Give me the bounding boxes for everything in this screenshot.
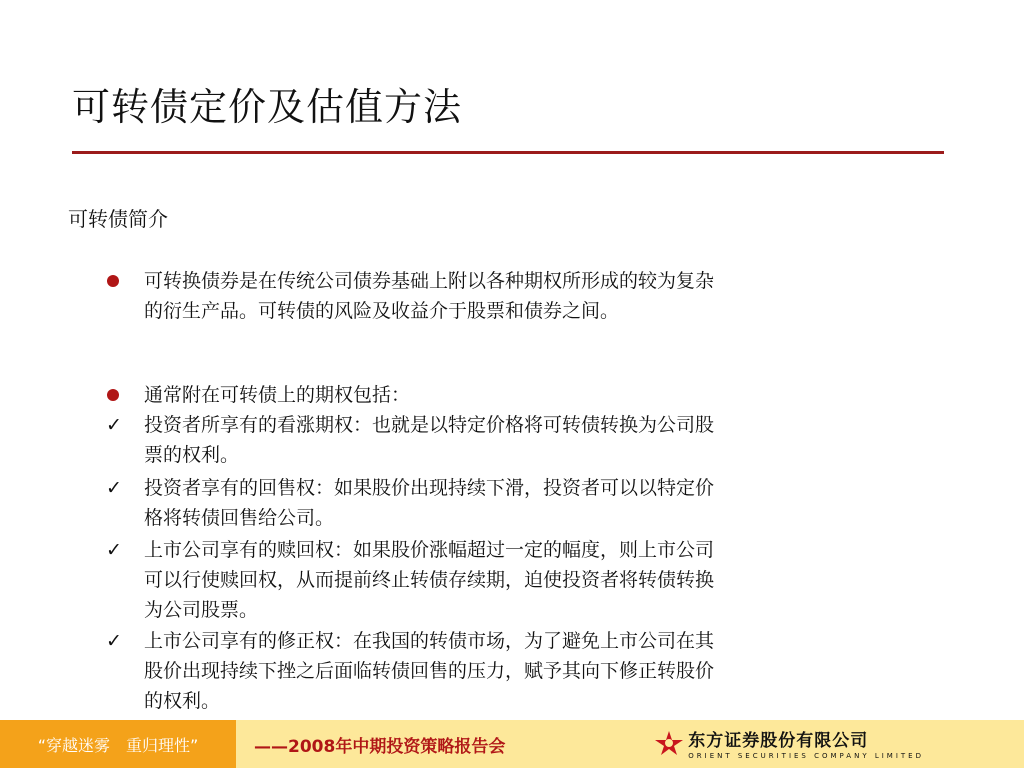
item-text-line: 票的权利。 bbox=[144, 444, 240, 466]
footer-slogan: “穿越迷雾 重归理性” bbox=[0, 720, 236, 768]
checkmark-icon: ✓ bbox=[106, 414, 122, 436]
check-item bbox=[104, 410, 914, 470]
item-text bbox=[144, 535, 914, 625]
company-name-cn: 东方证券股份有限公司 bbox=[688, 731, 869, 751]
page-title: 可转债定价及估值方法 bbox=[72, 85, 463, 129]
item-text bbox=[144, 410, 914, 470]
checkmark-icon: ✓ bbox=[106, 539, 122, 561]
check-item bbox=[104, 626, 914, 716]
footer-bar bbox=[0, 720, 1024, 768]
section-heading: 可转债简介 bbox=[68, 207, 168, 231]
item-text bbox=[144, 380, 914, 410]
checkmark-icon: ✓ bbox=[106, 630, 122, 652]
checkmark-icon: ✓ bbox=[106, 477, 122, 499]
item-text bbox=[144, 473, 914, 533]
check-item bbox=[104, 535, 914, 625]
item-text-line: 上市公司享有的赎回权：如果股价涨幅超过一定的幅度，则上市公司 bbox=[144, 539, 715, 561]
check-item bbox=[104, 473, 914, 533]
company-name-en: ORIENT SECURITIES COMPANY LIMITED bbox=[688, 752, 924, 760]
item-text-line: 投资者所享有的看涨期权：也就是以特定价格将可转债转换为公司股 bbox=[144, 414, 715, 436]
item-text-line: 可以行使赎回权，从而提前终止转债存续期，迫使投资者将转债转换 bbox=[144, 569, 715, 591]
item-text bbox=[144, 626, 914, 716]
item-text bbox=[144, 266, 914, 326]
company-branding bbox=[654, 726, 924, 760]
title-divider bbox=[72, 151, 944, 154]
bullet-item bbox=[104, 266, 914, 326]
item-text-line: 可转换债券是在传统公司债券基础上附以各种期权所形成的较为复杂 bbox=[144, 270, 715, 292]
item-text-line: 的权利。 bbox=[144, 690, 221, 712]
item-text-line: 投资者享有的回售权：如果股价出现持续下滑，投资者可以以特定价 bbox=[144, 477, 715, 499]
item-text-line: 的衍生产品。可转债的风险及收益介于股票和债券之间。 bbox=[144, 300, 620, 322]
orient-securities-logo-icon bbox=[654, 730, 684, 756]
item-text-line: 通常附在可转债上的期权包括： bbox=[144, 384, 411, 406]
footer-report-title: ——2008年中期投资策略报告会 bbox=[254, 736, 506, 757]
item-text-line: 股价出现持续下挫之后面临转债回售的压力，赋予其向下修正转股价 bbox=[144, 660, 715, 682]
item-text-line: 为公司股票。 bbox=[144, 599, 259, 621]
item-text-line: 上市公司享有的修正权：在我国的转债市场，为了避免上市公司在其 bbox=[144, 630, 715, 652]
bullet-item bbox=[104, 380, 914, 410]
item-text-line: 格将转债回售给公司。 bbox=[144, 507, 335, 529]
